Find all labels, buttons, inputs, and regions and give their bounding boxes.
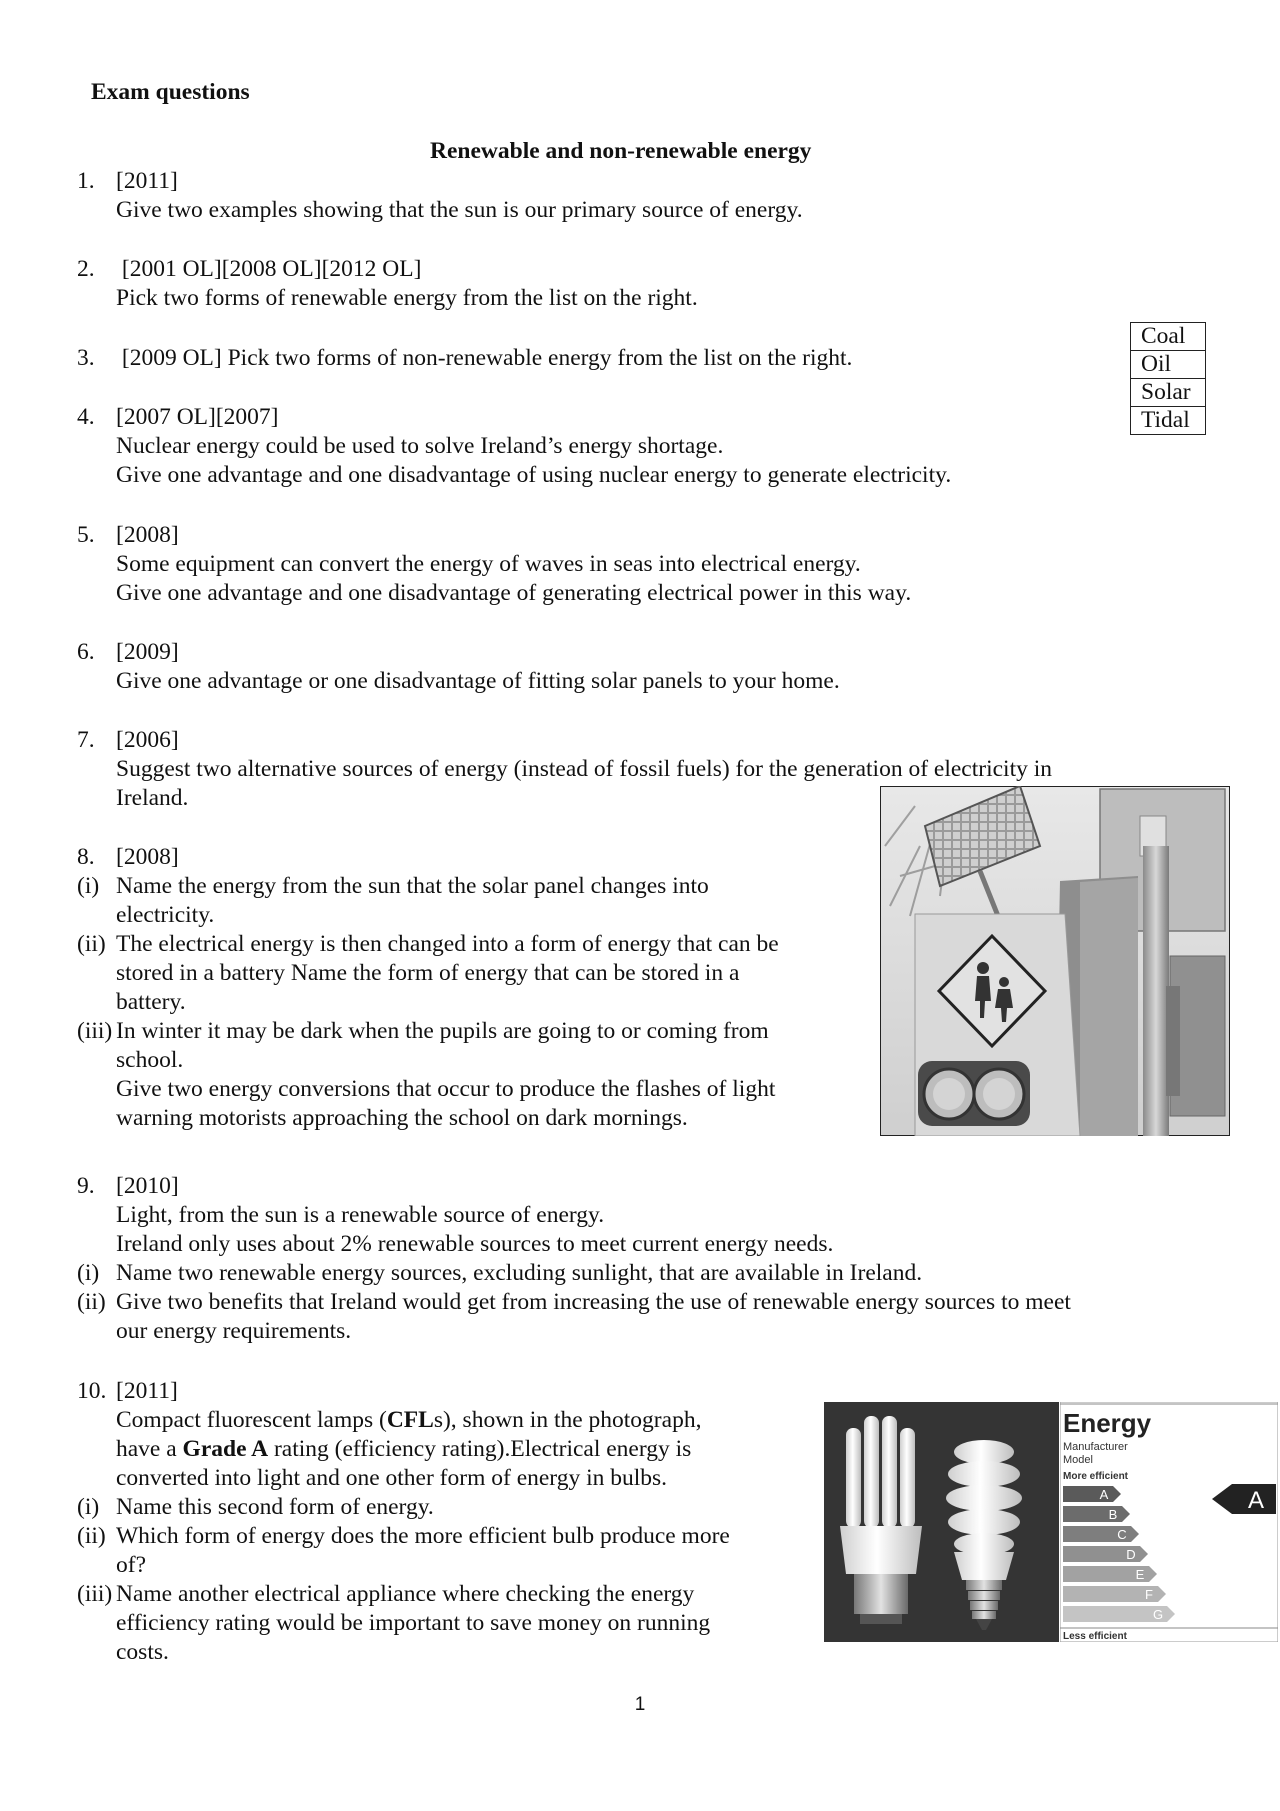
q6-year: [2009] (116, 639, 179, 665)
q9-line: Ireland only uses about 2% renewable sources to meet current energy needs. (116, 1231, 834, 1257)
q8-part-line: Name the energy from the sun that the solar panel changes into (116, 873, 709, 899)
grade-letter: B (1108, 1507, 1118, 1522)
grade-bar (1063, 1486, 1121, 1502)
q8-part-line: The electrical energy is then changed into a form of energy that can be (116, 931, 779, 957)
page-number: 1 (634, 1694, 646, 1715)
q9-line: Light, from the sun is a renewable source of energy. (116, 1202, 605, 1228)
q2-year: [2001 OL][2008 OL][2012 OL] (116, 256, 422, 282)
q10-part-label: (i) (77, 1494, 100, 1520)
q10-intro-line (116, 1435, 691, 1465)
table-row (1131, 379, 1206, 407)
table-row (1131, 323, 1206, 351)
q3-text: [2009 OL] Pick two forms of non-renewable energy from the list on the right. (116, 345, 853, 371)
q10-part-label: (iii) (77, 1581, 113, 1607)
q10-intro-line (116, 1406, 701, 1436)
q10-number: 10. (77, 1378, 107, 1404)
q4-line: Nuclear energy could be used to solve Ireland’s energy shortage. (116, 433, 724, 459)
energy-list-item: Tidal (1131, 407, 1206, 435)
q8-number: 8. (77, 844, 95, 870)
energy-label-more-efficient: More efficient (1063, 1471, 1129, 1482)
q8-part-line: school. (116, 1047, 184, 1073)
q8-part-label: (iii) (77, 1018, 113, 1044)
grade-letter: E (1135, 1567, 1145, 1582)
q7-number: 7. (77, 727, 95, 753)
grade-letter: C (1117, 1527, 1127, 1542)
q8-part-line: Give two energy conversions that occur to produce the flashes of light (116, 1076, 776, 1102)
grade-term: Grade A (182, 1436, 269, 1462)
q8-part-label: (i) (77, 873, 100, 899)
q9-part-line: Give two benefits that Ireland would get from increasing the use of renewable energy sources to meet (116, 1289, 1071, 1315)
q1-number: 1. (77, 168, 95, 194)
q10-intro-line: converted into light and one other form of energy in bulbs. (116, 1465, 668, 1491)
q10-part-line: costs. (116, 1639, 169, 1665)
q10-part-line: Which form of energy does the more efficient bulb produce more (116, 1523, 730, 1549)
q5-line: Give one advantage and one disadvantage of generating electrical power in this way. (116, 580, 912, 606)
q1-year: [2011] (116, 168, 178, 194)
grade-letter: F (1145, 1587, 1153, 1602)
energy-label-less-efficient: Less efficient (1063, 1631, 1127, 1642)
q1-line: Give two examples showing that the sun is our primary source of energy. (116, 197, 803, 223)
q9-year: [2010] (116, 1173, 179, 1199)
q9-part-label: (i) (77, 1260, 100, 1286)
q4-line: Give one advantage and one disadvantage of using nuclear energy to generate electricity. (116, 462, 952, 488)
q8-part-line: In winter it may be dark when the pupils are going to or coming from (116, 1018, 769, 1044)
energy-label-model: Model (1063, 1454, 1093, 1466)
q10-part-label: (ii) (77, 1523, 106, 1549)
rating-letter: A (1247, 1487, 1265, 1514)
q5-line: Some equipment can convert the energy of waves in seas into electrical energy. (116, 551, 861, 577)
table-row (1131, 351, 1206, 379)
q8-part-label: (ii) (77, 931, 106, 957)
q6-line: Give one advantage or one disadvantage of fitting solar panels to your home. (116, 668, 840, 694)
grade-bar (1063, 1526, 1139, 1542)
grade-letter: A (1099, 1487, 1109, 1502)
table-row (1131, 407, 1206, 435)
q8-part-line: stored in a battery Name the form of energy that can be stored in a (116, 960, 740, 986)
q9-part-label: (ii) (77, 1289, 106, 1315)
section-title: Renewable and non-renewable energy (430, 138, 812, 164)
q10-part-line: Name another electrical appliance where checking the energy (116, 1581, 695, 1607)
q10-part-line: of? (116, 1552, 147, 1578)
q9-part-line: our energy requirements. (116, 1318, 352, 1344)
q2-number: 2. (77, 256, 95, 282)
energy-list-table (1130, 322, 1206, 435)
q7-line: Ireland. (116, 785, 189, 811)
q8-part-line: battery. (116, 989, 186, 1015)
q10-part-line: efficiency rating would be important to save money on running (116, 1610, 711, 1636)
q4-number: 4. (77, 404, 95, 430)
energy-label-title: Energy (1063, 1408, 1152, 1438)
q2-line: Pick two forms of renewable energy from the list on the right. (116, 285, 698, 311)
q4-year: [2007 OL][2007] (116, 404, 279, 430)
q7-line: Suggest two alternative sources of energy (instead of fossil fuels) for the generation of electricity in (116, 756, 1053, 782)
grade-letter: D (1126, 1547, 1136, 1562)
cfl-bulbs-photo (824, 1402, 1059, 1642)
q10-intro-text: have a (116, 1436, 183, 1462)
q9-number: 9. (77, 1173, 95, 1199)
q6-number: 6. (77, 639, 95, 665)
q10-part-line: Name this second form of energy. (116, 1494, 434, 1520)
q10-intro-text: Compact fluorescent lamps ( (116, 1407, 387, 1433)
energy-label-manufacturer: Manufacturer (1063, 1441, 1128, 1453)
grade-bar (1063, 1506, 1130, 1522)
energy-label (1060, 1402, 1278, 1642)
q10-year: [2011] (116, 1378, 178, 1404)
grade-letter: G (1152, 1607, 1164, 1622)
energy-list-item: Oil (1131, 351, 1206, 379)
q8-part-line: electricity. (116, 902, 215, 928)
q7-year: [2006] (116, 727, 179, 753)
header: Exam questions (91, 79, 250, 105)
q5-year: [2008] (116, 522, 179, 548)
q9-part-line: Name two renewable energy sources, excluding sunlight, that are available in Ireland. (116, 1260, 923, 1286)
q5-number: 5. (77, 522, 95, 548)
energy-list-item: Coal (1131, 323, 1206, 351)
cfl-term: CFL (386, 1407, 434, 1433)
q10-intro-text: s), shown in the photograph, (433, 1407, 702, 1433)
q8-part-line: warning motorists approaching the school on dark mornings. (116, 1105, 688, 1131)
q8-year: [2008] (116, 844, 179, 870)
q3-number: 3. (77, 345, 95, 371)
energy-list-item: Solar (1131, 379, 1206, 407)
q10-intro-text: rating (efficiency rating).Electrical energy is (268, 1436, 692, 1462)
solar-sign-photo (880, 786, 1230, 1136)
